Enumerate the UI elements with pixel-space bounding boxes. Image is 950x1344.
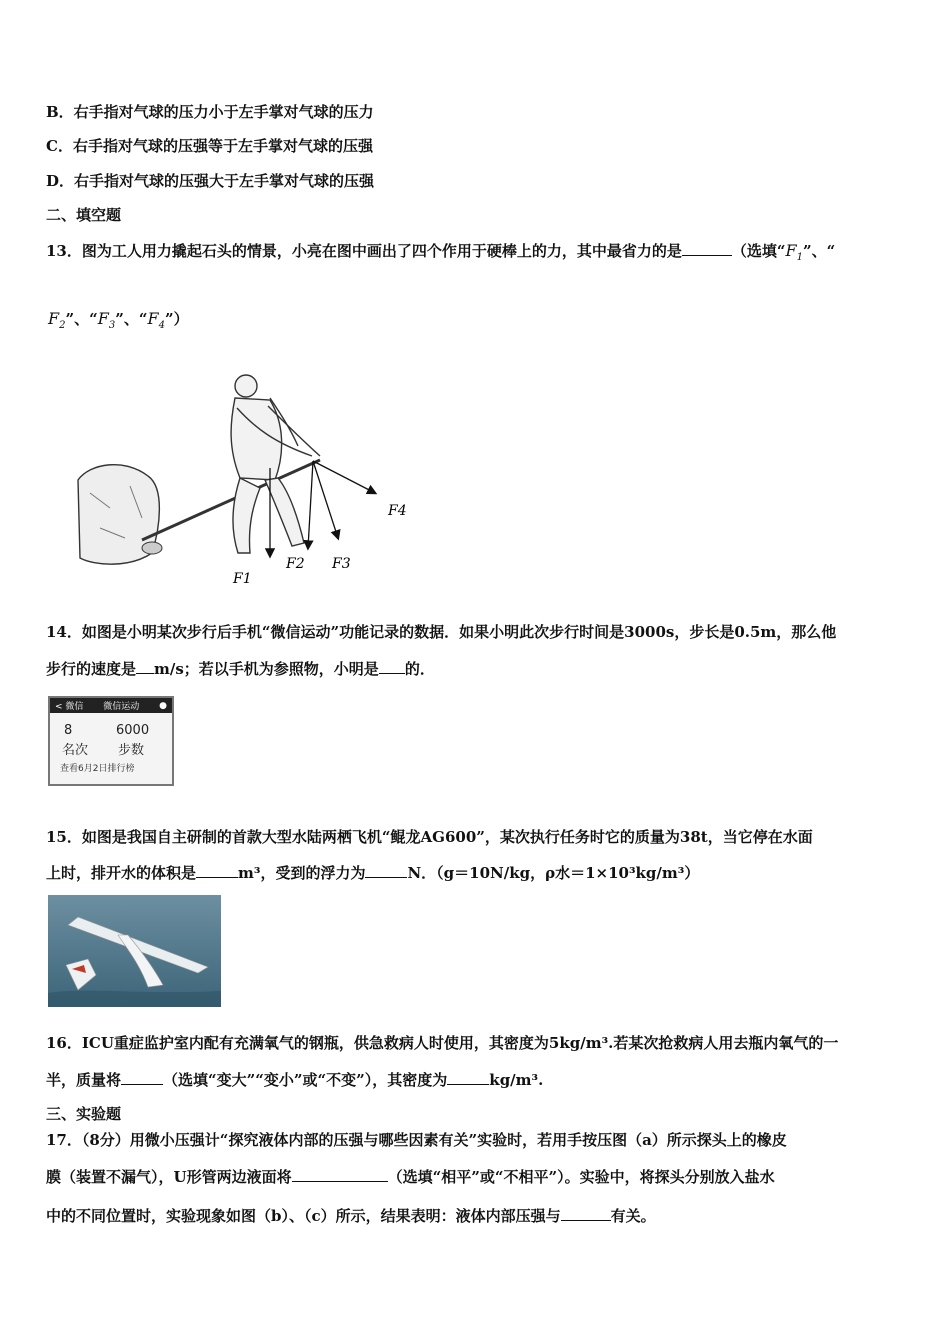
q13-sep3: ”、“	[115, 310, 148, 328]
q15-blank-buoyancy	[365, 863, 407, 878]
q13-line2	[48, 308, 189, 337]
phone-rank: 8	[64, 723, 73, 738]
phone-footer: 查看6月2日排行榜	[60, 764, 135, 774]
option-d: D．右手指对气球的压强大于左手掌对气球的压强	[46, 172, 375, 190]
q17-text-a: 膜（装置不漏气），U形管两边液面将	[46, 1168, 292, 1186]
q14-blank-speed	[136, 659, 154, 674]
q13-f3: F	[97, 309, 109, 328]
q15-text-a: 上时，排开水的体积是	[46, 864, 197, 882]
label-f2: F2	[286, 556, 305, 572]
worker-figure	[231, 375, 320, 553]
q13-line1	[46, 240, 835, 269]
q17-text-c: 中的不同位置时，实验现象如图（b）、（c）所示，结果表明：液体内部压强与	[46, 1207, 561, 1225]
lever-figure	[70, 368, 410, 588]
q14-text-a: 步行的速度是	[46, 660, 137, 678]
section-experiment-title: 三、实验题	[46, 1105, 122, 1123]
q16-line1: 16．ICU重症监护室内配有充满氧气的钢瓶，供急救病人时使用，其密度为5kg/m³.若某次抢救病人用去瓶内氧气的一	[46, 1034, 839, 1052]
q13-f4: F	[147, 309, 159, 328]
q13-blank	[682, 241, 732, 256]
q17-text-d: 有关。	[610, 1207, 656, 1225]
seaplane-photo	[48, 895, 221, 1007]
q16-text-c: kg/m³.	[489, 1071, 544, 1089]
q13-f4-sub: 4	[158, 320, 165, 331]
force-arrow-f2	[308, 461, 313, 548]
q14-text-c: 的．	[404, 660, 435, 678]
q13-f1-sub: 1	[796, 252, 804, 263]
phone-rank-label: 名次	[62, 743, 89, 758]
option-c: C．右手指对气球的压强等于左手掌对气球的压强	[46, 137, 373, 155]
q15-text-c: N．（g＝10N/kg，ρ水＝1×10³kg/m³）	[407, 864, 700, 882]
q13-f2-sub: 2	[59, 320, 66, 331]
q16-text-b: （选填“变大”“变小”或“不变”），其密度为	[163, 1071, 448, 1089]
q13-sep2: ”、“	[65, 310, 98, 328]
q14-line2	[46, 658, 435, 680]
q14-text-b: m/s；若以手机为参照物，小明是	[154, 660, 379, 678]
q16-line2	[46, 1069, 543, 1091]
q16-blank-density	[447, 1070, 489, 1085]
phone-title-bar	[50, 698, 172, 713]
phone-values-row	[64, 723, 172, 738]
q15-blank-volume	[196, 863, 238, 878]
q14-line1: 14．如图是小明某次步行后手机“微信运动”功能记录的数据．如果小明此次步行时间是3000s，步长是0.5m，那么他	[46, 623, 837, 641]
q16-blank-mass	[121, 1070, 163, 1085]
label-f1: F1	[233, 571, 252, 587]
q13-sep1: ”、“	[803, 242, 836, 260]
q13-f3-sub: 3	[108, 320, 116, 331]
option-b: B．右手指对气球的压力小于左手掌对气球的压力	[46, 103, 374, 121]
q16-text-a: 半，质量将	[46, 1071, 122, 1089]
phone-back: < 微信	[55, 702, 84, 712]
q15-line1: 15．如图是我国自主研制的首款大型水陆两栖飞机“鲲龙AG600”，某次执行任务时它的质量为38t，当它停在水面	[46, 828, 813, 846]
wechat-sport-screenshot	[48, 696, 174, 786]
q13-tail: （选填“	[731, 242, 786, 260]
phone-steps-label: 步数	[118, 743, 145, 758]
label-f4: F4	[388, 503, 407, 519]
q17-line3	[46, 1205, 656, 1227]
phone-labels-row	[62, 739, 172, 758]
label-f3: F3	[332, 556, 351, 572]
q17-line2	[46, 1166, 775, 1188]
user-icon: ●	[159, 700, 167, 711]
q13-f2: F	[48, 309, 60, 328]
q13-text: 13．图为工人用力撬起石头的情景，小亮在图中画出了四个作用于硬棒上的力，其中最省力的是	[46, 242, 682, 260]
q17-line1: 17．（8分）用微小压强计“探究液体内部的压强与哪些因素有关”实验时，若用手按压图（a）所示探头上的橡皮	[46, 1131, 787, 1149]
fulcrum	[142, 542, 162, 554]
q17-blank-level	[292, 1167, 388, 1182]
section-fill-in-title: 二、填空题	[46, 206, 122, 224]
q17-text-b: （选填“相平”或“不相平”）。实验中，将探头分别放入盐水	[387, 1168, 775, 1186]
q14-blank-motion	[379, 659, 405, 674]
phone-steps: 6000	[116, 723, 150, 738]
q17-blank-factor	[561, 1206, 611, 1221]
q13-end: ”）	[164, 310, 189, 328]
phone-title: 微信运动	[103, 702, 140, 712]
q15-text-b: m³，受到的浮力为	[238, 864, 366, 882]
q15-line2	[46, 862, 699, 884]
q13-f1: F	[785, 241, 797, 260]
